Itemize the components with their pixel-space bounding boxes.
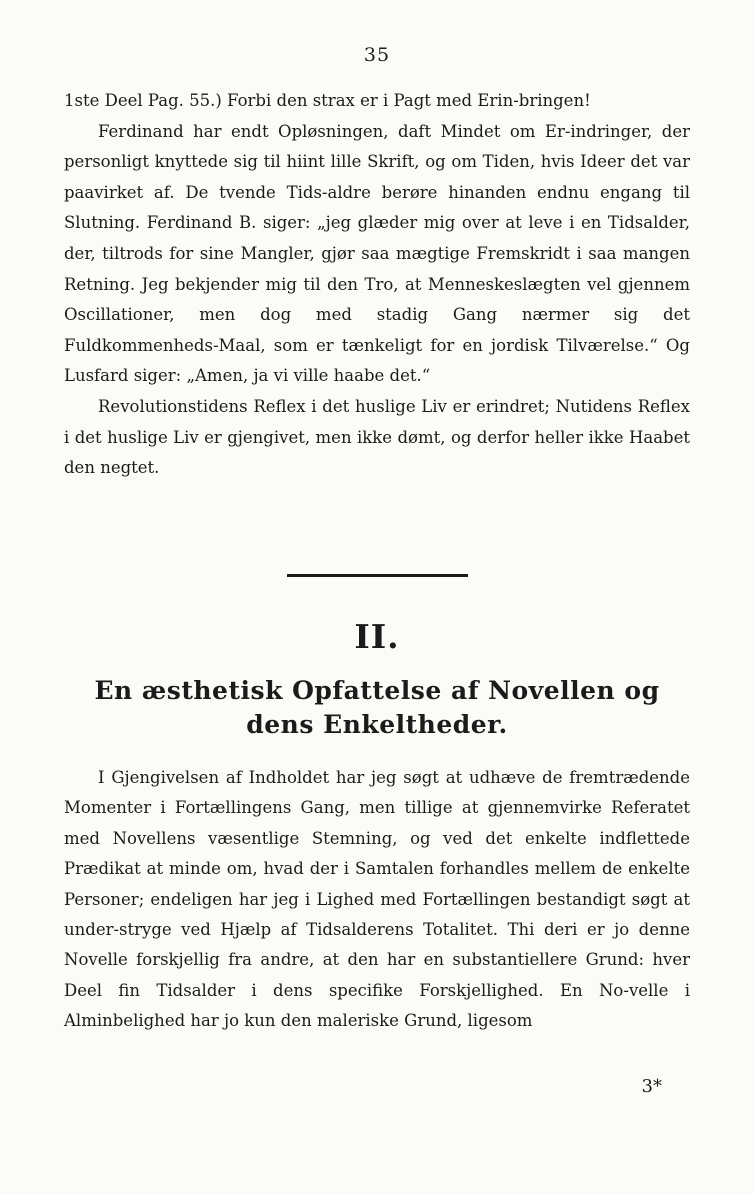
section-title-line-1: En æsthetisk Opfattelse af Novellen og [94, 676, 660, 705]
page-number: 35 [363, 44, 391, 66]
section-number: II. [354, 617, 400, 656]
paragraph-revolution: Revolutionstidens Reflex i det huslige Liv er erindret; Nutidens Reflex i det huslige Liv er gjengivet, men ikke dømt, og derfor heller ikke Haabet den negtet. [64, 396, 690, 478]
paragraph-gjengivelsen: I Gjengivelsen af Indholdet har jeg søgt at udhæve de fremtrædende Momenter i Fortællingens Gang, men tillige at gjennemvirke Referatet med Novellens væsentlige Stemning, og ved det enkelte indflettede Prædikat at minde om, hvad der i Samtalen forhandles mellem de enkelte Personer; endeligen har jeg i Lighed med Fortællingen bestandigt søgt at under-stryge ved Hjælp af Tidsalderens Totalitet. Thi deri er jo denne Novelle forskjellig fra andre, at den har en substantiellere Grund: hver Deel fin Tidsalder i dens specifike Forskjellighed. En No-velle i Alminbelighed har jo kun den maleriske Grund, ligesom [64, 768, 690, 1031]
section-title [90, 674, 664, 742]
section-divider [287, 574, 468, 577]
signature-mark: 3* [641, 1076, 662, 1097]
paragraph-ferdinand: Ferdinand har endt Opløsningen, daft Mindet om Er-indringer, der personligt knyttede sig til hiint lille Skrift, og om Tiden, hvis Ideer det var paavirket af. De tvende Tids-aldre berøre hinanden endnu engang til Slutning. Ferdinand B. siger: „jeg glæder mig over at leve i en Tidsalder, der, tiltrods for sine Mangler, gjør saa mægtige Fremskridt i saa mangen Retning. Jeg bekjender mig til den Tro, at Menneskeslægten vel gjennem Oscillationer, men dog med stadig Gang nærmer sig det Fuldkommenheds-Maal, som er tænkeligt for en jordisk Tilværelse.“ Og Lusfard siger: „Amen, ja vi ville haabe det.“ [64, 121, 690, 386]
top-text-block [64, 86, 690, 484]
paragraph-continuation: 1ste Deel Pag. 55.) Forbi den strax er i Pagt med Erin-bringen! [64, 91, 591, 110]
section-title-line-2: dens Enkeltheder. [246, 710, 508, 739]
bottom-text-block [64, 763, 690, 1037]
